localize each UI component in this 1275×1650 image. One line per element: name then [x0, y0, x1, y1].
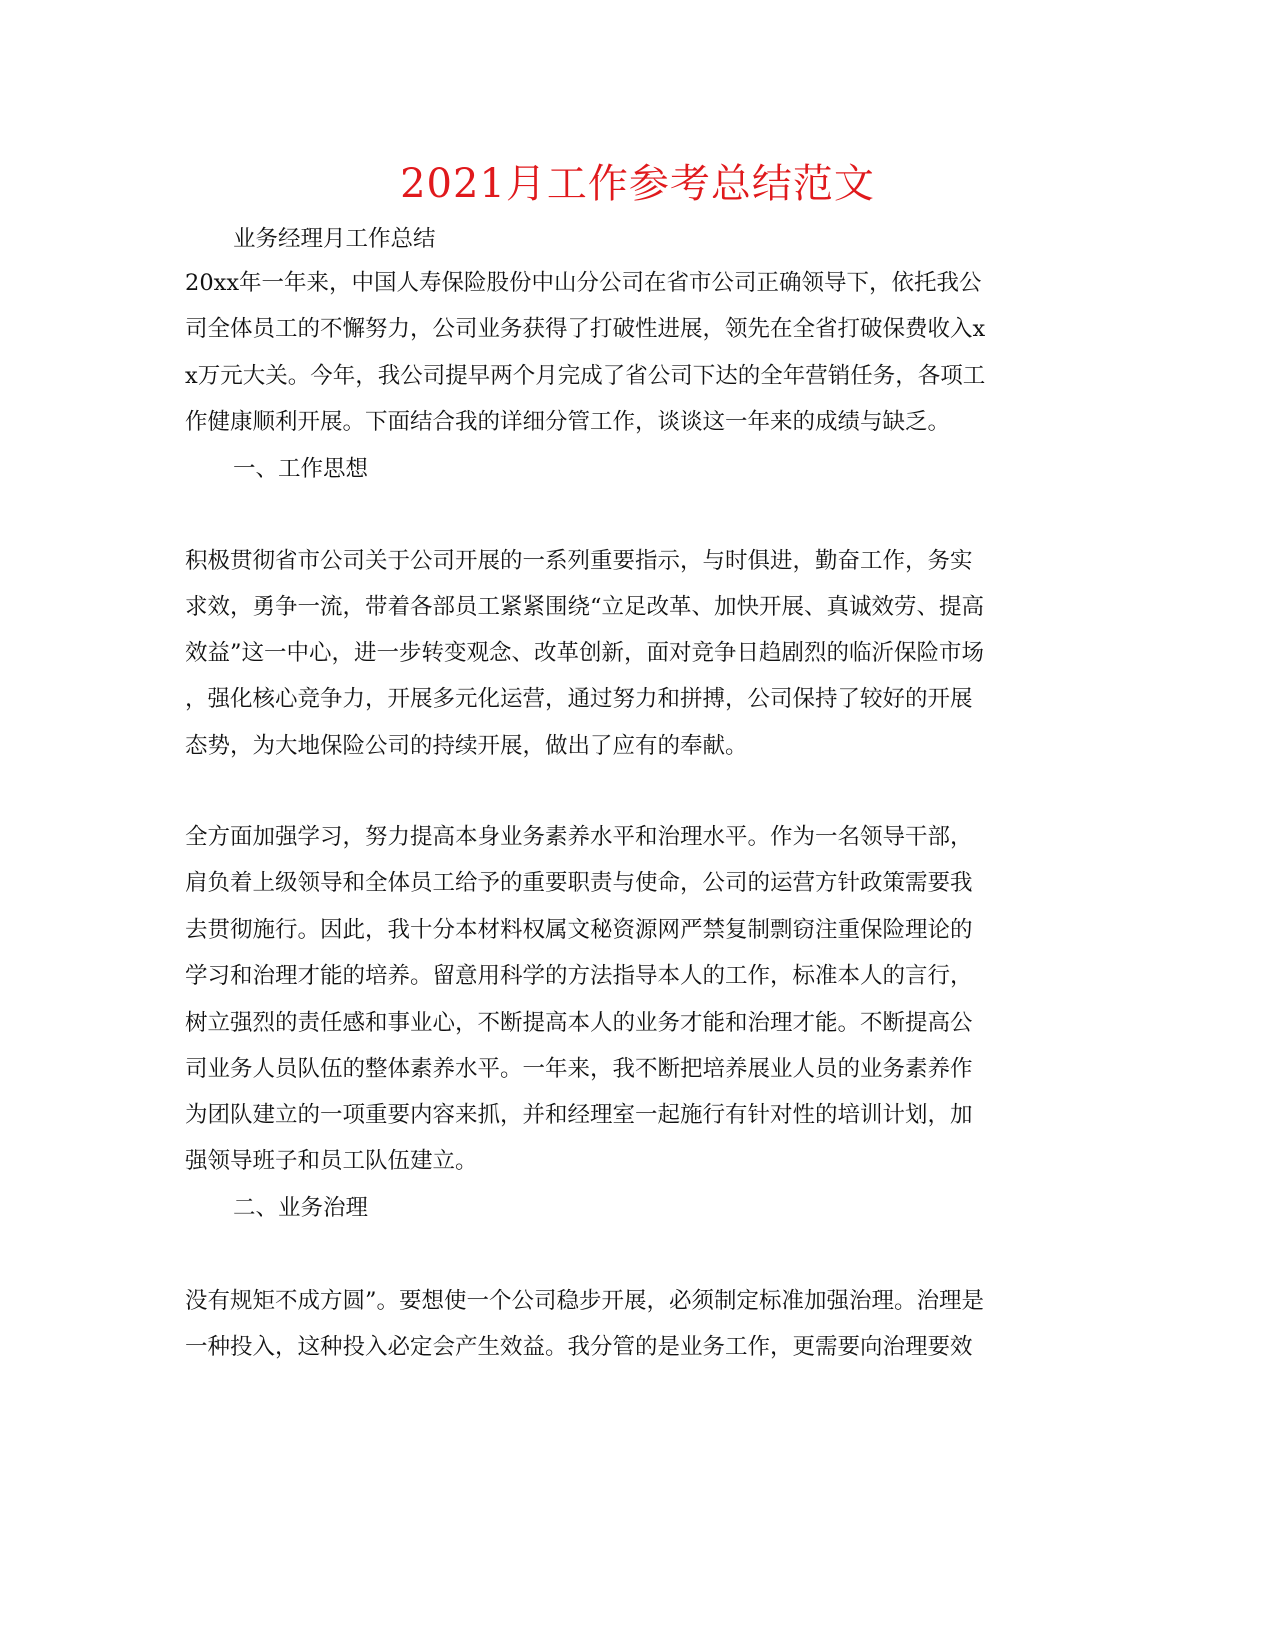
- paragraph-line: 求效，勇争一流，带着各部员工紧紧围绕“立足改革、加快开展、真诚效劳、提高: [185, 594, 985, 620]
- document-title: 2021月工作参考总结范文: [400, 161, 875, 207]
- paragraph-line: 司全体员工的不懈努力，公司业务获得了打破性进展，领先在全省打破保费收入x: [185, 316, 986, 342]
- paragraph-line: 作健康顺利开展。下面结合我的详细分管工作，谈谈这一年来的成绩与缺乏。: [185, 409, 951, 435]
- paragraph-line: 效益”这一中心，进一步转变观念、改革创新，面对竞争日趋剧烈的临沂保险市场: [185, 640, 985, 666]
- paragraph-line: 去贯彻施行。因此，我十分本材料权属文秘资源网严禁复制剽窃注重保险理论的: [185, 917, 973, 943]
- paragraph-line: 全方面加强学习，努力提高本身业务素养水平和治理水平。作为一名领导干部，: [185, 824, 973, 850]
- paragraph-line: 一种投入，这种投入必定会产生效益。我分管的是业务工作，更需要向治理要效: [185, 1334, 973, 1360]
- paragraph-line: x万元大关。今年，我公司提早两个月完成了省公司下达的全年营销任务，各项工: [185, 363, 986, 389]
- paragraph-line: 强领导班子和员工队伍建立。: [185, 1148, 478, 1174]
- paragraph-line: 没有规矩不成方圆”。要想使一个公司稳步开展，必须制定标准加强治理。治理是: [185, 1288, 985, 1314]
- paragraph-line: 肩负着上级领导和全体员工给予的重要职责与使命，公司的运营方针政策需要我: [185, 870, 973, 896]
- paragraph-line: 学习和治理才能的培养。留意用科学的方法指导本人的工作，标准本人的言行，: [185, 963, 973, 989]
- section-heading: 一、工作思想: [233, 456, 369, 482]
- subtitle: 业务经理月工作总结: [233, 226, 436, 252]
- section-heading: 二、业务治理: [233, 1195, 369, 1221]
- paragraph-line: 司业务人员队伍的整体素养水平。一年来，我不断把培养展业人员的业务素养作: [185, 1056, 973, 1082]
- paragraph-line: ，强化核心竞争力，开展多元化运营，通过努力和拼搏，公司保持了较好的开展: [185, 686, 973, 712]
- paragraph-line: 树立强烈的责任感和事业心，不断提高本人的业务才能和治理才能。不断提高公: [185, 1010, 973, 1036]
- paragraph-line: 积极贯彻省市公司关于公司开展的一系列重要指示，与时俱进，勤奋工作，务实: [185, 548, 973, 574]
- paragraph-line: 态势，为大地保险公司的持续开展，做出了应有的奉献。: [185, 733, 748, 759]
- paragraph-line: 为团队建立的一项重要内容来抓，并和经理室一起施行有针对性的培训计划，加: [185, 1102, 973, 1128]
- paragraph-line: 20xx年一年来，中国人寿保险股份中山分公司在省市公司正确领导下，依托我公: [185, 270, 982, 296]
